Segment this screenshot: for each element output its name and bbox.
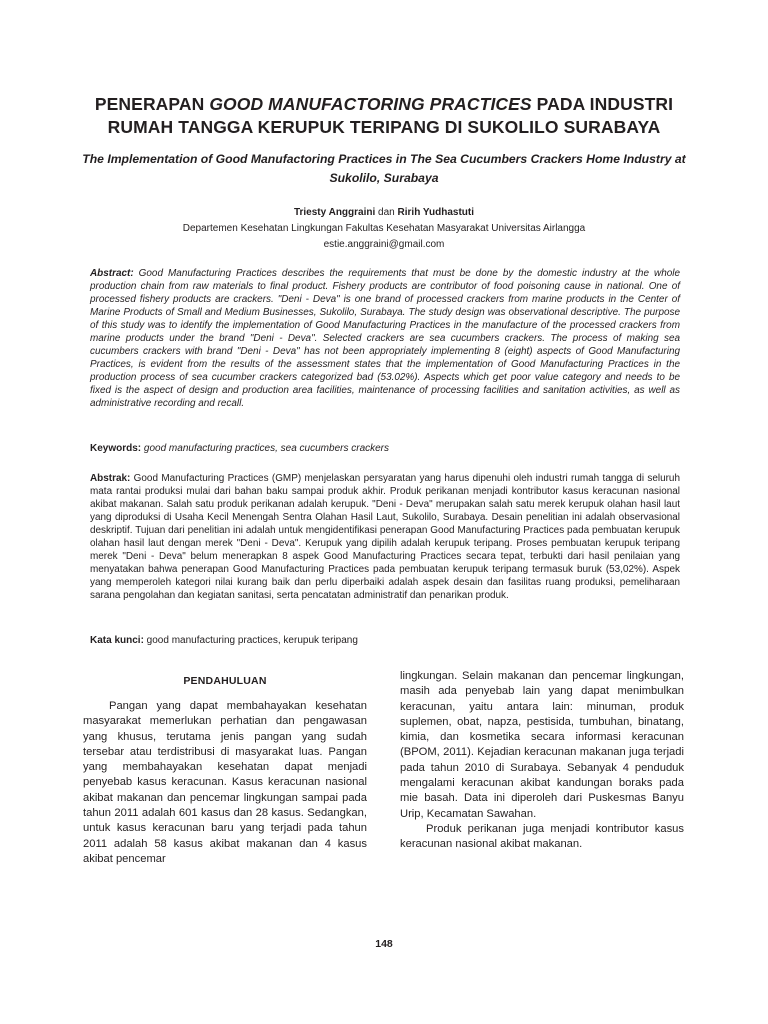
keywords-indonesian-label: Kata kunci: <box>90 635 144 646</box>
body-paragraph: Pangan yang dapat membahayakan kesehatan masyarakat memerlukan perhatian dan pengawasan yang khusus, terutama jenis pangan yang sudah tersebar atau terdistribusi di masyarakat luas. Pangan yang membahayakan kesehatan dapat menjadi penyebab kasus keracunan. Kasus keracunan nasional akibat makanan dan pencemar lingkungan sampai pada tahun 2011 adalah 601 kasus dan 28 kasus. Sedangkan, untuk kasus keracunan baru yang terjadi pada tahun 2011 adalah 58 kasus akibat makanan dan 4 kasus akibat pencemar <box>83 700 367 865</box>
abstract-indonesian-label: Abstrak: <box>90 473 131 484</box>
keywords-english-label: Keywords: <box>90 443 142 454</box>
abstract-indonesian-text: Good Manufacturing Practices (GMP) menjelaskan persyaratan yang harus dipenuhi oleh industri rumah tangga di seluruh mata rantai produksi mulai dari bahan baku sampai produk akhir. Produk perikanan menjadi kontributor kasus keracunan nasional akibat makanan. Salah satu produk perikanan adalah kerupuk. "Deni - Deva" merupakan salah satu merek kerupuk olahan hasil laut yang diproduksi di Usaha Kecil Menengah Sentra Olahan Hasil Laut, Sukolilo, Surabaya. Desain penelitian ini adalah observasional deskriptif. Tujuan dari penelitian ini adalah untuk mengidentifikasi penerapan Good Manufacturing Practices pada pembuatan kerupuk olahan hasil laut dengan merek "Deni - Deva". Kerupuk yang dipilih adalah kerupuk teripang. Proses pembuatan kerupuk teripang merek "Deni - Deva" belum menerapkan 8 aspek Good Manufacturing Practices secara tepat, terbukti dari hasil penilaian yang menyatakan bahwa penerapan Good Manufacturing Practices pada pembuatan kerupuk teripang termasuk buruk (53,02%). Aspek yang memperoleh kategori nilai kurang baik dan perlu diperbaiki adalah aspek desain dan fasilitas ruang produksi, pemeliharaan sarana pengolahan dan kegiatan sanitasi, serta pencatatan administratif dan penarikan produk. <box>90 473 680 601</box>
body-paragraph: Produk perikanan juga menjadi kontributor kasus keracunan nasional akibat makanan. <box>400 822 684 851</box>
body-column-right <box>400 669 684 853</box>
keywords-english-value: good manufacturing practices, sea cucumbers crackers <box>141 443 390 454</box>
body-column-left <box>83 699 367 867</box>
keywords-indonesian-value: good manufacturing practices, kerupuk teripang <box>143 635 358 646</box>
body-paragraph: lingkungan. Selain makanan dan pencemar lingkungan, masih ada penyebab lain yang dapat menimbulkan keracunan, yaitu antara lain: minuman, produk suplemen, obat, napza, pestisida, tumbuhan, binatang, kimia, dan kosmetika secara informasi keracunan (BPOM, 2011). Kejadian keracunan makanan juga terjadi pada tahun 2010 di Surabaya. Sebanyak 4 penduduk mengalami keracunan akibat kandungan boraks pada mie basah. Data ini diperoleh dari Puskesmas Banyu Urip, Kecamatan Sawahan. <box>400 670 684 820</box>
paper-title <box>60 93 708 139</box>
title-italic: GOOD MANUFACTORING PRACTICES <box>209 94 532 114</box>
abstract-indonesian <box>90 472 680 602</box>
author-1: Triesty Anggraini <box>293 207 376 218</box>
section-heading: PENDAHULUAN <box>183 675 267 687</box>
abstract-english-label: Abstract: <box>90 268 134 279</box>
paper-subtitle: The Implementation of Good Manufactoring Practices in The Sea Cucumbers Crackers Home Industry at Sukolilo, Surabaya <box>82 152 686 185</box>
affiliation: Departemen Kesehatan Lingkungan Fakultas Kesehatan Masyarakat Universitas Airlangga <box>182 223 586 234</box>
author-conjunction: dan <box>375 207 398 218</box>
author-2: Ririh Yudhastuti <box>397 207 475 218</box>
author-email: estie.anggraini@gmail.com <box>323 239 445 250</box>
title-part1: PENERAPAN <box>94 94 210 114</box>
keywords-indonesian <box>90 634 680 647</box>
abstract-english-text: Good Manufacturing Practices describes the requirements that must be done by the domestic industry at the whole production chain from raw materials to final product. Fishery products are contributor of food poisoning cause in national. One of processed fishery products are crackers. "Deni - Deva" is one brand of processed crackers from marine products in the Center of Marine Products of Small and Medium Businesses, Sukolilo, Surabaya. The study design was observational descriptive. The purpose of this study was to identify the implementation of Good Manufacturing Practices in the manufacture of the processed crackers from marine products under the brand "Deni - Deva". Selected crackers are sea cucumbers crackers. The process of making sea cucumbers crackers with brand "Deni - Deva" has not been appropriately implementing 8 (eight) aspects of Good Manufacturing Practices, is evident from the results of the assessment states that the implementation of Good Manufacturing Practices in the production process of sea cucumber crackers categorized bad (53.02%). Aspects which get poor value category and needs to be fixed is the aspect of design and production area facilities, maintenance of processing facilities and sanitation activities, as well as administrative recording and recall. <box>90 268 680 409</box>
author-block <box>60 205 708 253</box>
keywords-english <box>90 442 680 455</box>
title-part2: PADA INDUSTRI RUMAH TANGGA KERUPUK TERIPANG DI SUKOLILO SURABAYA <box>107 94 674 137</box>
page-number: 148 <box>375 938 393 950</box>
author-line <box>60 205 708 221</box>
abstract-english <box>90 267 680 410</box>
